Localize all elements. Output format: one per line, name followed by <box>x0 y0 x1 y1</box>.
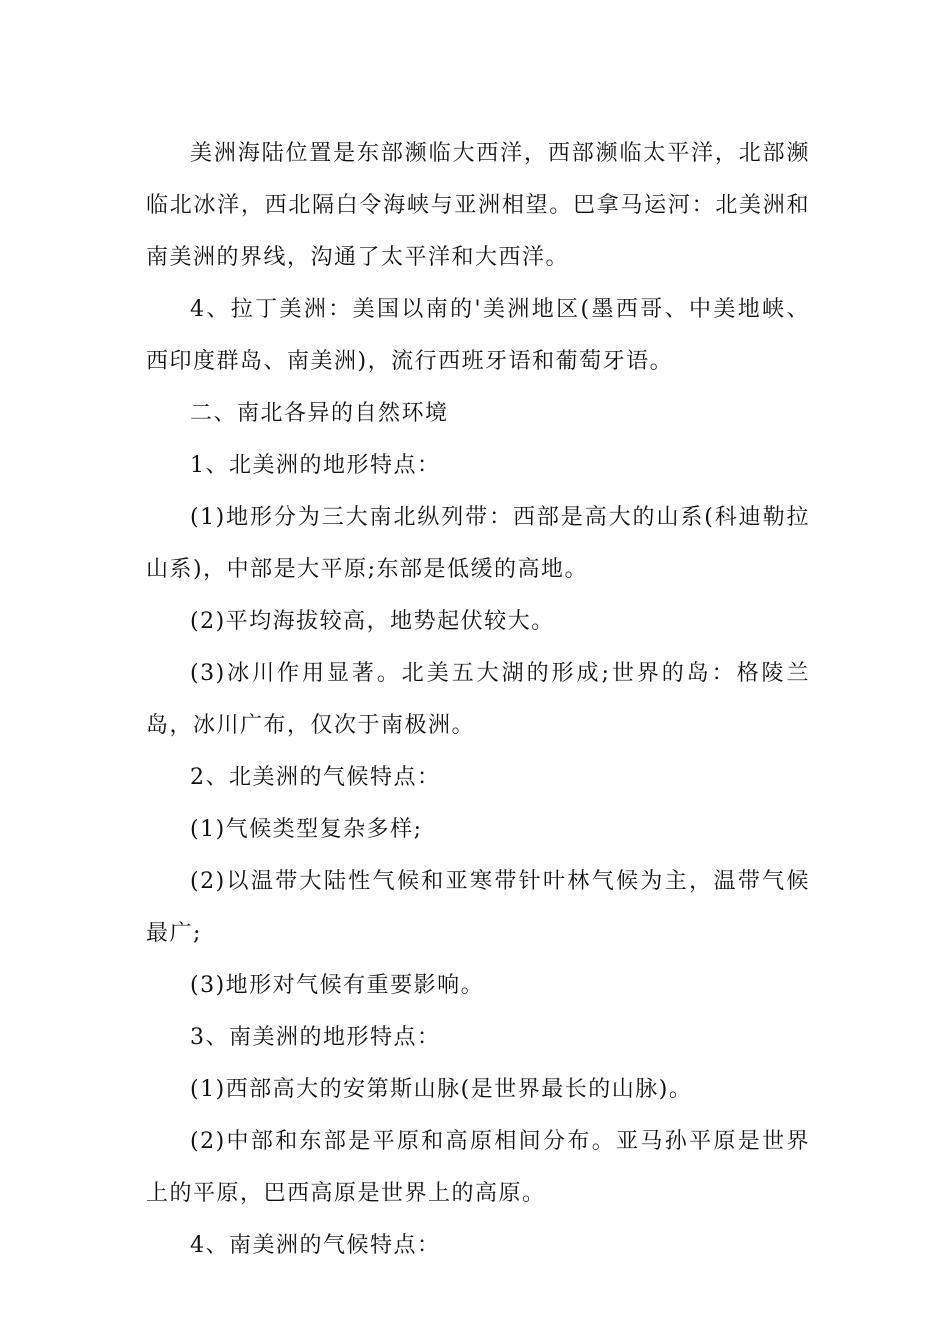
paragraph-latin-america: 4、拉丁美洲：美国以南的'美洲地区(墨西哥、中美地峡、西印度群岛、南美洲)，流行西班牙语和葡萄牙语。 <box>146 297 810 374</box>
subheading-north-america-climate: 2、北美洲的气候特点： <box>190 765 441 790</box>
document-body <box>146 128 810 1272</box>
list-item-climate-2: (2)以温带大陆性气候和亚寒带针叶林气候为主，温带气候最广; <box>146 869 810 946</box>
list-item-sa-terrain-1: (1)西部高大的安第斯山脉(是世界最长的山脉)。 <box>190 1077 693 1102</box>
list-item-terrain-1: (1)地形分为三大南北纵列带：西部是高大的山系(科迪勒拉山系)，中部是大平原;东部是低缓的高地。 <box>146 505 810 582</box>
subheading-north-america-terrain: 1、北美洲的地形特点： <box>190 453 441 478</box>
list-item-climate-3: (3)地形对气候有重要影响。 <box>190 973 485 998</box>
subheading-south-america-terrain: 3、南美洲的地形特点： <box>190 1025 441 1050</box>
list-item-climate-1: (1)气候类型复杂多样; <box>190 817 423 842</box>
paragraph-americas-location: 美洲海陆位置是东部濒临大西洋，西部濒临太平洋，北部濒临北冰洋，西北隔白令海峡与亚洲相望。巴拿马运河：北美洲和南美洲的界线，沟通了太平洋和大西洋。 <box>146 141 810 270</box>
list-item-terrain-2: (2)平均海拔较高，地势起伏较大。 <box>190 609 555 634</box>
list-item-terrain-3: (3)冰川作用显著。北美五大湖的形成;世界的岛：格陵兰岛，冰川广布，仅次于南极洲。 <box>146 661 810 738</box>
section-heading-natural-environment: 二、南北各异的自然环境 <box>190 401 449 426</box>
subheading-south-america-climate: 4、南美洲的气候特点： <box>190 1233 441 1258</box>
list-item-sa-terrain-2: (2)中部和东部是平原和高原相间分布。亚马孙平原是世界上的平原，巴西高原是世界上的高原。 <box>146 1129 810 1206</box>
